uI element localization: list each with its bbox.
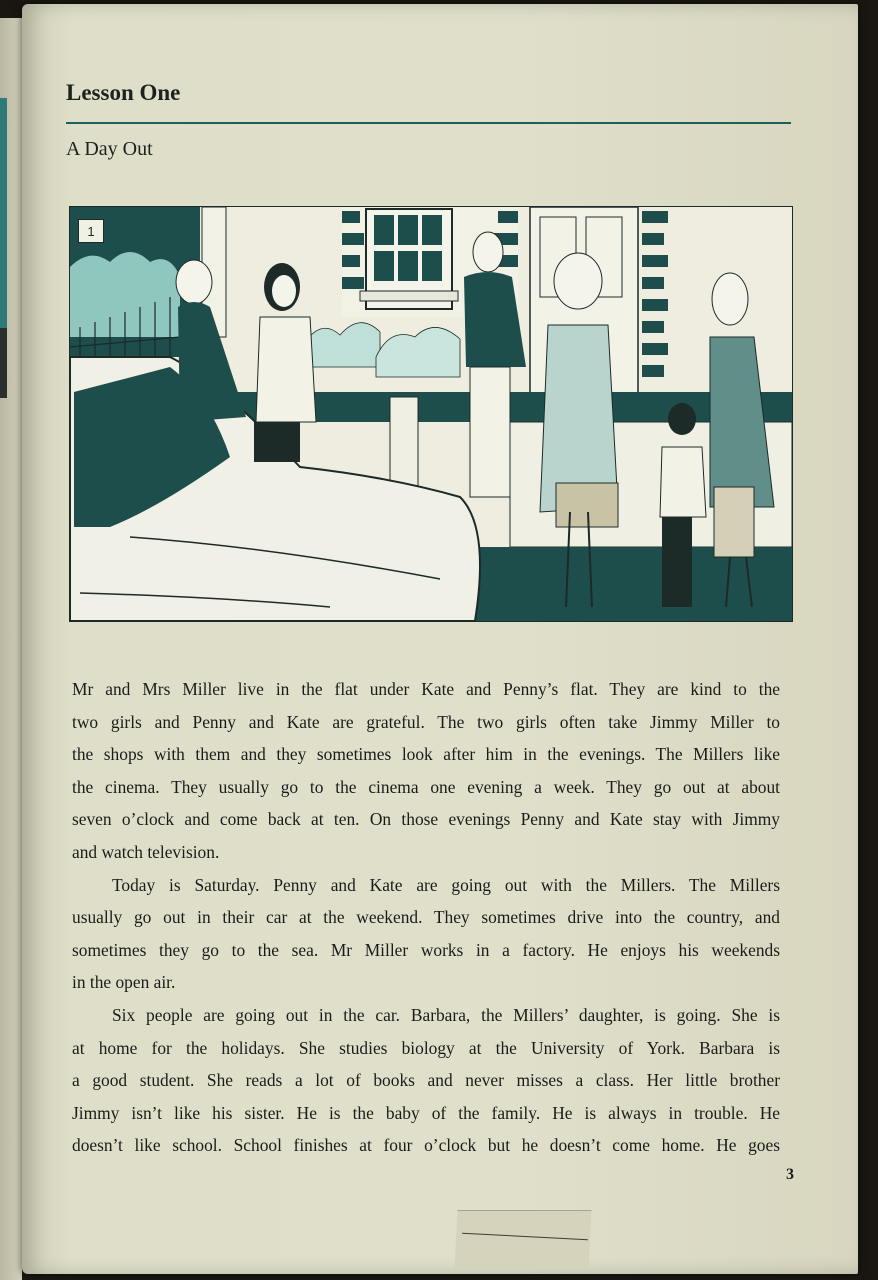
text-line: Six people are going out in the car. Barbara, the Millers’ daughter, is going. She is <box>112 1004 780 1025</box>
page-number: 3 <box>786 1166 794 1183</box>
text-line: sometimes they go to the sea. Mr Miller works in a factory. He enjoys his weekends <box>72 939 780 960</box>
street-scene-drawing <box>70 207 792 621</box>
gate-post-shape <box>390 397 418 487</box>
tape-patch <box>454 1210 591 1269</box>
text-line: Jimmy isn’t like his sister. He is the baby of the family. He is always in trouble. He <box>72 1102 780 1123</box>
girl-figure-left <box>176 260 246 422</box>
text-line: a good student. She reads a lot of books and never misses a class. Her little brother <box>72 1070 780 1091</box>
girl-figure-center <box>254 263 316 462</box>
previous-page-edge <box>0 18 22 1280</box>
text-line: Mr and Mrs Miller live in the flat under Kate and Penny’s flat. They are kind to the <box>72 679 780 699</box>
previous-page-illustration-strip <box>0 98 7 328</box>
lesson-title: Lesson One <box>66 80 181 105</box>
lesson-body-text <box>72 673 780 1162</box>
lesson-illustration <box>69 206 793 622</box>
text-line: the shops with them and they sometimes look after him in the evenings. The Millers like <box>72 744 780 765</box>
title-divider <box>66 122 791 124</box>
lesson-subtitle: A Day Out <box>66 138 153 160</box>
text-line: two girls and Penny and Kate are grateful. The two girls often take Jimmy Miller to <box>72 711 780 732</box>
text-line: doesn’t like school. School finishes at four o’clock but he doesn’t come home. He goes <box>72 1135 780 1156</box>
text-line: in the open air. <box>72 972 176 993</box>
text-line: Today is Saturday. Penny and Kate are going out with the Millers. The Millers <box>112 874 780 895</box>
window-shape <box>360 209 458 309</box>
text-line: usually go out in their car at the weekend. They sometimes drive into the country, and <box>72 907 780 928</box>
previous-page-dark-strip <box>0 328 7 398</box>
text-line: seven o’clock and come back at ten. On those evenings Penny and Kate stay with Jimmy <box>72 809 780 830</box>
bush-shape <box>302 323 380 367</box>
frame-number: 1 <box>78 219 104 243</box>
bush-shape <box>376 327 460 377</box>
text-line: at home for the holidays. She studies biology at the University of York. Barbara is <box>72 1037 780 1058</box>
text-line: and watch television. <box>72 841 220 862</box>
text-line: the cinema. They usually go to the cinema one evening a week. They go out at about <box>72 776 780 797</box>
